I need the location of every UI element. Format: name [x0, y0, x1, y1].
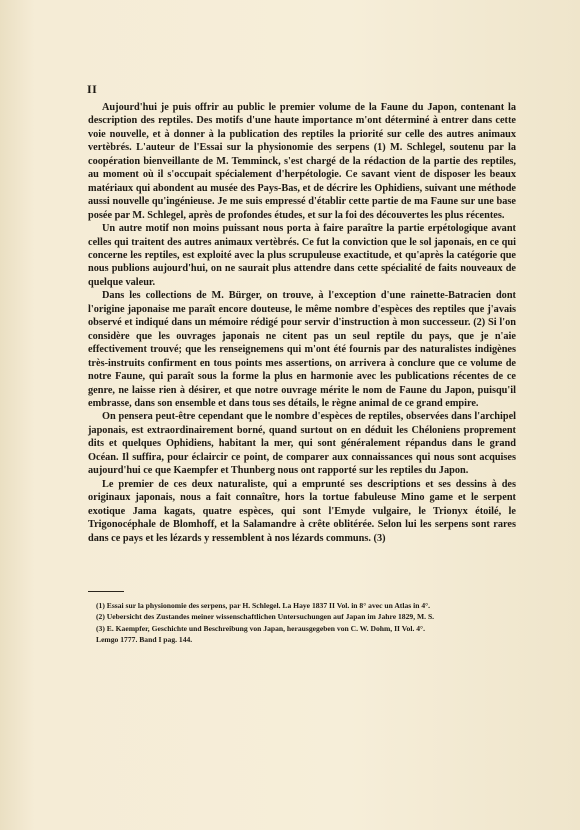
paragraph-3: Dans les collections de M. Bürger, on trouve, à l'exception d'une rainette-Batracien dont l'origine japonaise me paraît encore douteuse, le même nombre d'espèces des reptiles que j'avais observé et indiqué dans un mémoire rédigé pour servir d'instruction à mon successeur. (2) Si l'on considère que les ouvrages japonais ne citent pas un seul reptile du pays, que je n'aie effectivement trouvé; que les renseignemens qui m'ont été fournis par des naturalistes indigènes très-instruits confirment en tous points mes assertions, on arrivera à conclure que ce volume de notre Faune, qui paraît sous la forme la plus en harmonie avec les publications récentes de ce genre, ne laisse rien à désirer, et que notre ouvrage mérite le nom de Faune du Japon, puisqu'il embrasse, dans son ensemble et dans tous ses détails, le règne animal de ce grand empire.: [88, 290, 516, 409]
paragraph-4: On pensera peut-être cependant que le nombre d'espèces de reptiles, observées dans l'archipel japonais, est extraordinairement borné, quand surtout on en déduit les Chéloniens proprement dits et quelques Ophidiens, habitant la mer, qui sont généralement répandus dans le grand Océan. Il suffira, pour éclaircir ce point, de comparer aux connaissances qui nous sont acquises aujourd'hui ce que Kaempfer et Thunberg nous ont rapporté sur les reptiles du Japon.: [88, 411, 516, 477]
footnote-2: (2) Uebersicht des Zustandes meiner wissenschaftlichen Untersuchungen auf Japan im Jahre 1829, M. S.: [96, 612, 435, 622]
footnote-divider: [88, 591, 124, 592]
footnotes: [88, 600, 516, 646]
page-number: II: [87, 82, 98, 96]
footnote-3-continuation: Lemgo 1777. Band I pag. 144.: [96, 635, 193, 645]
main-text: [88, 101, 516, 545]
footnote-3: (3) E. Kaempfer, Geschichte und Beschreibung von Japan, herausgegeben von C. W. Dohm, II Vol. 4°.: [96, 623, 425, 633]
footnote-1: (1) Essai sur la physionomie des serpens, par H. Schlegel. La Haye 1837 II Vol. in 8° avec un Atlas in 4°.: [96, 600, 431, 610]
paragraph-5: Le premier de ces deux naturaliste, qui a emprunté ses descriptions et ses dessins à des originaux japonais, nous a fait connaître, hors la tortue fabuleuse Mino game et le serpent exotique Jama kagats, quatre espèces, qui sont l'Emyde vulgaire, le Trionyx étoilé, le Trigonocéphale de Blomhoff, et la Salamandre à crête oblitérée. Selon lui les serpens sont rares dans ce pays et les lézards y ressemblent à nos lézards communs. (3): [88, 478, 516, 544]
paragraph-1: Aujourd'hui je puis offrir au public le premier volume de la Faune du Japon, contenant la description des reptiles. Des motifs d'une haute importance m'ont déterminé à entrer dans cette voie nouvelle, et à donner à la publication des reptiles la priorité sur celle des autres animaux vertèbrés. L'auteur de l'Essai sur la physionomie des serpens (1) M. Schlegel, soutenu par la coopération bienveillante de M. Temminck, s'est chargé de la rédaction de la partie des reptiles, au moment où il s'occupait spécialement d'herpétologie. Ce savant vient de disposer les beaux matériaux qui abondent au musée des Pays-Bas, et de décrire les Ophidiens, suivant une méthode aussi nouvelle qu'ingénieuse. Je me suis empressé d'établir cette partie de ma Faune sur une base posée par M. Schlegel, après de profondes études, et sur la foi des découvertes les plus récentes.: [88, 102, 516, 221]
paragraph-2: Un autre motif non moins puissant nous porta à faire paraître la partie erpétologique avant celles qui traitent des autres animaux vertèbrés. Ce fut la conviction que le sol japonais, en ce qui concerne les reptiles, est exploité avec la plus scrupuleuse exactitude, et qu'après la catégorie que nous publions aujourd'hui, on ne saurait plus attendre dans cette spécialité de faits nouveaux de quelque valeur.: [88, 223, 516, 288]
